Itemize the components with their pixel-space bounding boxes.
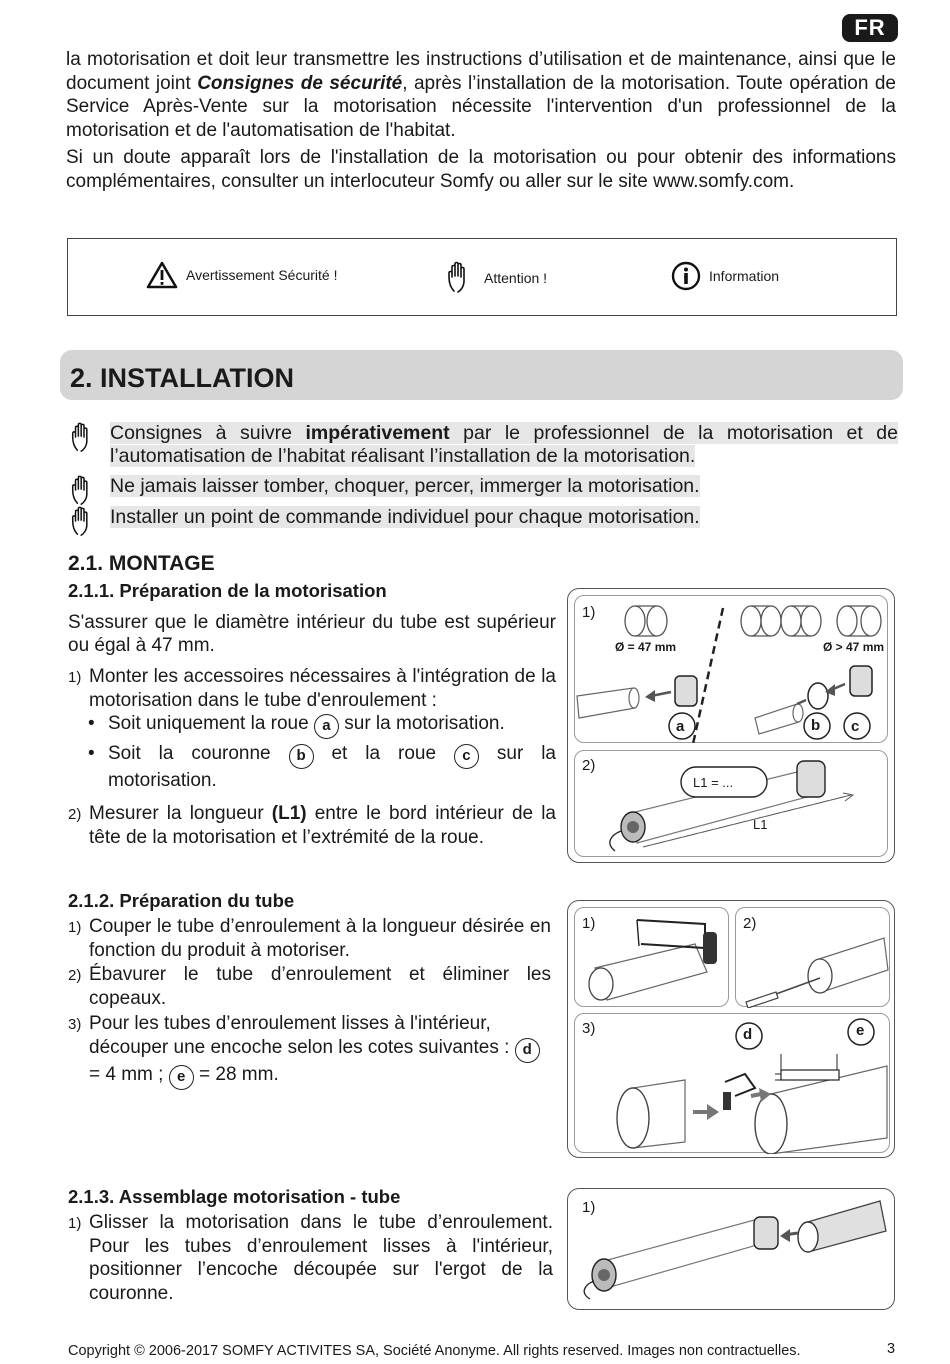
prep-motor-step-1: 1) Monter les accessoires nécessaires à l'intégration de la motorisation dans le tube d'enroulement :: [68, 666, 556, 711]
assembly-step-1: 1) Glisser la motorisation dans le tube d’enroulement. Pour les tubes d’enroulement lisses à l'intérieur, positionner l’encoche découpée sur l'ergot de la couronne.: [68, 1212, 553, 1304]
figure-assembly: 1): [567, 1188, 895, 1310]
copyright-footer: Copyright © 2006-2017 SOMFY ACTIVITES SA, Société Anonyme. All rights reserved. Images non contractuelles.: [68, 1343, 801, 1359]
hand-icon: [68, 475, 100, 507]
language-badge: FR: [842, 14, 898, 42]
intro-paragraph-1: la motorisation et doit leur transmettre les instructions d’utilisation et de maintenance, ainsi que le document joint Consignes de sécurité, après l’installation de la motorisation. Toute opération de Service Après-Vente sur la motorisation nécessite l'intervention d'un professionnel de la motorisation et de l'automatisation de l'habitat.: [66, 49, 896, 141]
section-header: [60, 350, 903, 400]
heading-prep-motor: 2.1.1. Préparation de la motorisation: [68, 580, 387, 601]
warning-triangle-icon: [146, 261, 178, 289]
section-title: 2. INSTALLATION: [70, 363, 294, 393]
symbol-legend: [67, 238, 897, 316]
rule-item: Installer un point de commande individuel pour chaque motorisation.: [68, 506, 898, 544]
heading-assembly: 2.1.3. Assemblage motorisation - tube: [68, 1186, 401, 1207]
prep-tube-step-2: 2) Ébavurer le tube d’enroulement et éliminer les copeaux.: [68, 964, 551, 1009]
callout-b: b: [289, 744, 314, 769]
callout-d: d: [515, 1038, 540, 1063]
tube-diameter-illustration: [575, 596, 889, 744]
rule-item: Ne jamais laisser tomber, choquer, percer, immerger la motorisation.: [68, 475, 898, 513]
prep-motor-intro: S'assurer que le diamètre intérieur du tube est supérieur ou égal à 47 mm.: [68, 612, 556, 656]
rule-item: Consignes à suivre impérativement par le professionnel de la motorisation et de l’automatisation de l’habitat réalisant l’installation de la motorisation.: [68, 422, 898, 468]
hand-icon: [68, 422, 100, 454]
figure-panel-cut: 1): [574, 907, 729, 1007]
hacksaw-cut-illustration: [575, 908, 730, 1008]
hand-icon: [68, 506, 100, 538]
hand-icon: [446, 261, 476, 295]
intro-paragraph-2: Si un doute apparaît lors de l'installation de la motorisation ou pour obtenir des informations complémentaires, consulter un interlocuteur Somfy ou aller sur le site www.somfy.com.: [66, 147, 896, 192]
heading-prep-tube: 2.1.2. Préparation du tube: [68, 890, 295, 911]
figure-panel-notch: 3) d e: [574, 1013, 890, 1153]
prep-tube-step-1: 1) Couper le tube d’enroulement à la longueur désirée en fonction du produit à motoriser.: [68, 916, 551, 961]
subsection-title: 2.1. MONTAGE: [68, 552, 215, 575]
prep-motor-bullet-1: • Soit uniquement la roue a sur la motorisation.: [88, 712, 556, 739]
prep-tube-step-3: 3) Pour les tubes d’enroulement lisses à l'intérieur, découper une encoche selon les cotes suivantes : d = 4 mm ; e = 28 mm.: [68, 1012, 551, 1090]
legend-information: Information: [671, 261, 779, 291]
intro-text: [66, 48, 896, 197]
notch-cut-illustration: [575, 1014, 891, 1154]
length-measurement-illustration: [575, 751, 889, 858]
callout-c: c: [454, 744, 479, 769]
figure-prep-motor: [567, 588, 895, 863]
deburr-illustration: [736, 908, 891, 1008]
info-icon: [671, 261, 701, 291]
prep-motor-step-2: 2) Mesurer la longueur (L1) entre le bord intérieur de la tête de la motorisation et l’extrémité de la roue.: [68, 803, 556, 848]
prep-motor-bullet-2: • Soit la couronne b et la roue c sur la motorisation.: [88, 743, 556, 791]
callout-e: e: [169, 1065, 194, 1090]
figure-prep-tube: [567, 900, 895, 1158]
legend-attention: Attention !: [446, 261, 547, 295]
figure-panel-2: 2) L1 = ... L1: [574, 750, 888, 857]
callout-a: a: [314, 714, 339, 739]
figure-panel-deburr: 2): [735, 907, 890, 1007]
motor-insertion-illustration: [568, 1189, 896, 1311]
figure-panel-1: 1) Ø = 47 mm Ø > 47 mm a b c: [574, 595, 888, 743]
legend-warning: Avertissement Sécurité !: [146, 261, 337, 289]
page-number: 3: [887, 1341, 896, 1357]
